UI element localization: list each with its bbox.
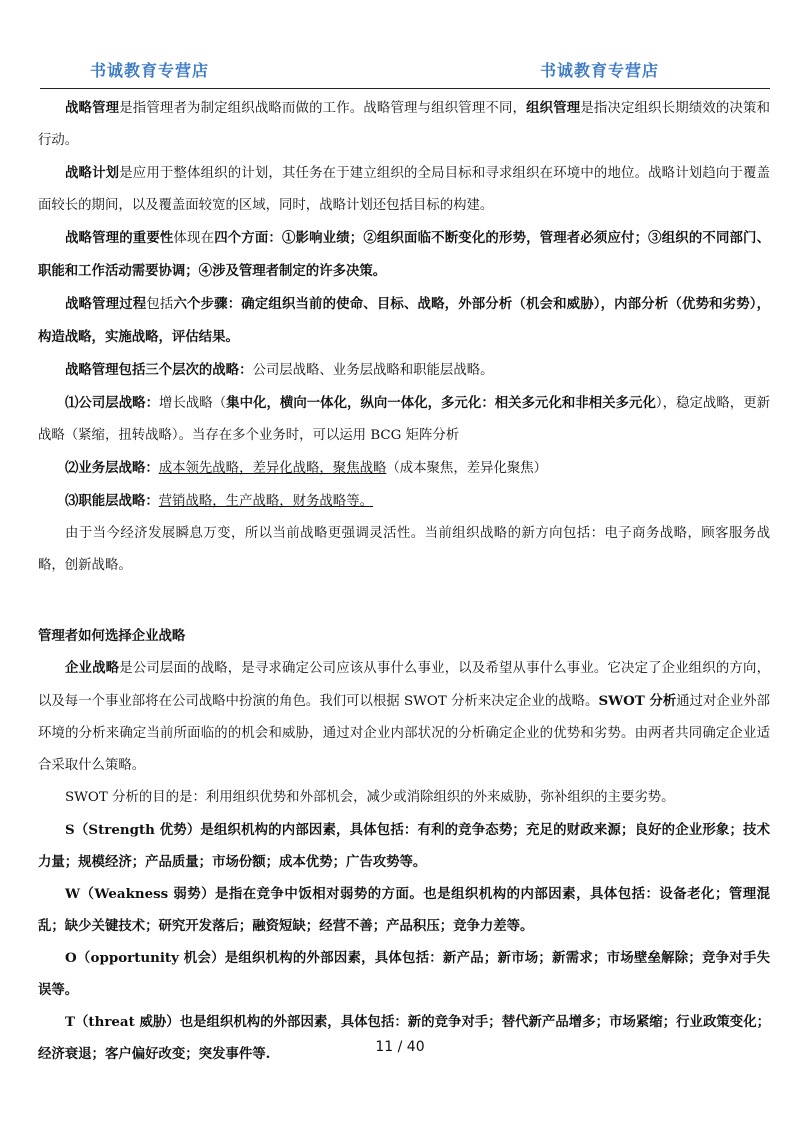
paragraph-business-strategy: [38, 452, 770, 485]
paragraph-functional-strategy: [38, 485, 770, 518]
paragraph-swot-purpose: SWOT 分析的目的是：利用组织优势和外部机会，减少或消除组织的外来威胁，弥补组织的主要劣势。: [65, 790, 675, 805]
term-corporate-strategy: 企业战略: [65, 660, 120, 676]
paragraph-strategic-plan: [38, 157, 770, 222]
term-functional-strategy: ⑶职能层战略：: [65, 493, 159, 509]
paragraph-process: [38, 288, 770, 354]
text: 增长战略（: [159, 396, 227, 411]
paragraph-swot-strength: S（Strength 优势）是组织机构的内部因素，具体包括：有利的竞争态势；充足的财政来源；良好的企业形象；技术力量；规模经济；产品质量；市场份额；成本优势；广告攻势等。: [38, 822, 770, 870]
term-corporate-strategy: ⑴公司层战略：: [65, 395, 160, 411]
process-steps: 六个步骤：确定组织当前的使命、目标、战略，外部分析（机会和威胁），内部分析（优势和劣势），构造战略，实施战略，评估结果。: [38, 296, 771, 345]
text: 包括: [146, 297, 174, 312]
term-process: 战略管理过程: [65, 296, 147, 312]
text: ），稳定战略，更新战略（紧缩，扭转战略）。当存在多个业务时，可以运用 BCG 矩阵分析: [38, 396, 771, 443]
header-right-store-name: 书诚教育专营店: [540, 61, 660, 80]
text: 是公司层面的战略，是寻求确定公司应该从事什么事业，以及希望从事什么事业。它决定了企业组织的方向，以及每一个事业部将在公司战略中扮演的角色。我们可以根据 SWOT 分析来决定企业的战略。: [38, 661, 771, 709]
page-number: 11 / 40: [375, 1039, 425, 1055]
text: （成本聚焦，差异化聚焦）: [386, 461, 548, 476]
term-importance: 战略管理的重要性: [65, 230, 174, 246]
header-left-store-name: 书诚教育专营店: [90, 61, 210, 80]
paragraph-strategic-management: [38, 92, 770, 157]
paragraph-swot-weakness: W（Weakness 弱势）是指在竞争中饭相对弱势的方面。也是组织机构的内部因素，具体包括：设备老化；管理混乱；缺少关键技术；研究开发落后；融资短缺；经营不善；产品积压；竞争力差等。: [38, 886, 770, 934]
text: 公司层战略、业务层战略和职能层战略。: [252, 363, 494, 378]
term-swot-analysis: SWOT 分析: [598, 693, 677, 709]
section-heading: 管理者如何选择企业战略: [38, 628, 186, 644]
header-divider: [40, 88, 770, 89]
paragraph-importance: [38, 222, 770, 288]
paragraph-swot-threat: T（threat 威胁）也是组织机构的外部因素，具体包括：新的竞争对手；替代新产品增多；市场紧缩；行业政策变化；经济衰退；客户偏好改变；突发事件等.: [38, 1014, 770, 1062]
text: 是指管理者为制定组织战略而做的工作。战略管理与组织管理不同，: [119, 101, 527, 116]
business-strategy-types: 成本领先战略，差异化战略，聚焦战略: [158, 461, 387, 476]
functional-strategy-types: 营销战略，生产战略，财务战略等。: [158, 494, 373, 509]
paragraph-swot-opportunity: O（opportunity 机会）是组织机构的外部因素，具体包括：新产品；新市场；新需求；市场壁垒解除；竞争对手失误等。: [38, 950, 770, 998]
document-body: [38, 92, 770, 1070]
text: 体现在: [173, 231, 215, 246]
term-business-strategy: ⑵业务层战略：: [65, 460, 159, 476]
term-three-levels: 战略管理包括三个层次的战略：: [65, 362, 253, 378]
paragraph-new-directions: 由于当今经济发展瞬息万变，所以当前战略更强调灵活性。当前组织战略的新方向包括：电子商务战略，顾客服务战略，创新战略。: [38, 526, 770, 573]
paragraph-corporate-strategy: [38, 387, 770, 452]
importance-points: 四个方面：①影响业绩；②组织面临不断变化的形势，管理者必须应付；③组织的不同部门、职能和工作活动需要协调；④涉及管理者制定的许多决策。: [38, 230, 771, 279]
term-strategic-management: 战略管理: [65, 100, 120, 116]
growth-strategy-types: 集中化，横向一体化，纵向一体化，多元化：相关多元化和非相关多元化: [226, 395, 656, 411]
term-organization-management: 组织管理: [526, 100, 581, 116]
paragraph-three-levels: [38, 354, 770, 387]
text: 通过对企业外部环境的分析来确定当前所面临的的机会和威胁，通过对企业内部状况的分析确定企业的优势和劣势。由两者共同确定企业适合采取什么策略。: [38, 694, 771, 773]
spacer: [38, 582, 770, 620]
paragraph-corporate-strategy-choice: [38, 652, 770, 782]
text: 是指决定组织长期绩效的决策和行动。: [38, 101, 771, 148]
term-strategic-plan: 战略计划: [65, 165, 120, 181]
text: 是应用于整体组织的计划，其任务在于建立组织的全局目标和寻求组织在环境中的地位。战略计划趋向于覆盖面较长的期间，以及覆盖面较宽的区域，同时，战略计划还包括目标的构建。: [38, 166, 771, 213]
